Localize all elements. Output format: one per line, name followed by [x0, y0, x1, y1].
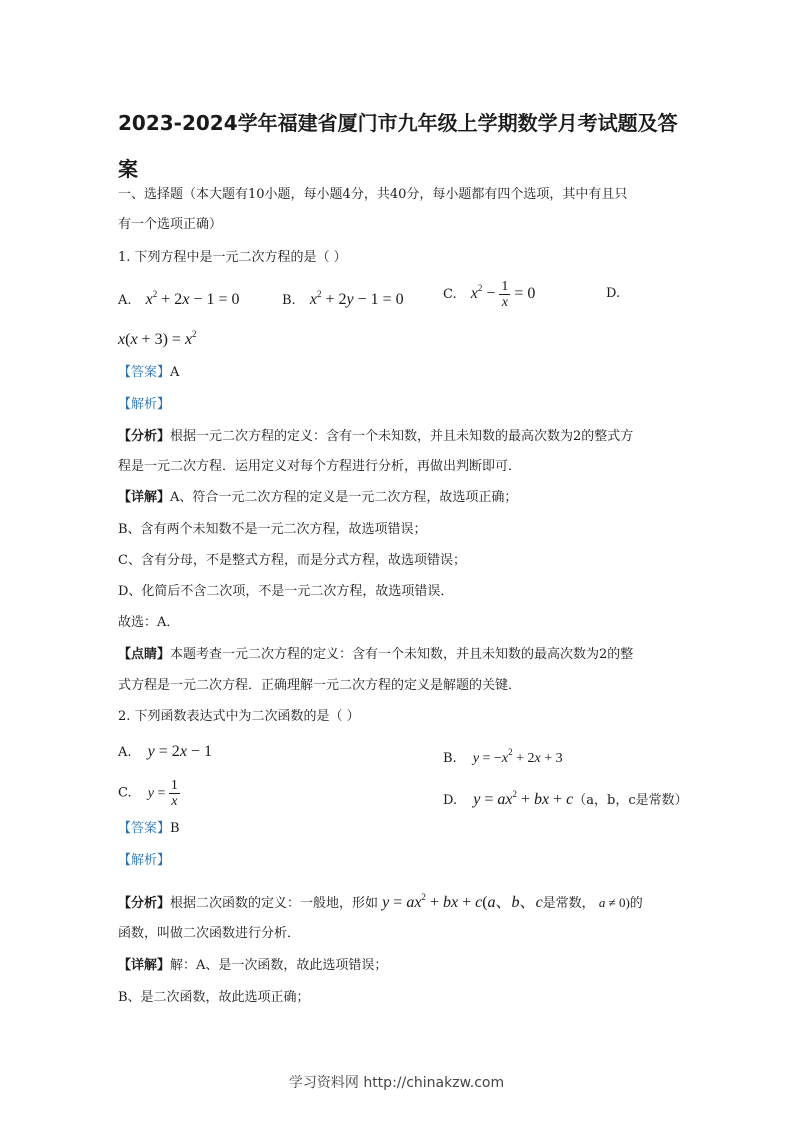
- q2-option-c-label: C.: [118, 785, 132, 801]
- q1-analysis-tag: 【解析】: [118, 397, 171, 412]
- q2-answer-value: B: [170, 821, 180, 836]
- q2-fenxi-text-1a: 根据二次函数的定义：一般地，形如: [170, 896, 379, 911]
- q2-option-a-formula: y = 2x − 1: [147, 743, 212, 760]
- q2-option-c: [118, 778, 180, 809]
- q2-option-d-note: （a，b，c是常数）: [573, 793, 688, 808]
- q1-option-a-label: A.: [118, 293, 132, 308]
- q2-option-d-label: D.: [443, 793, 458, 808]
- q1-answer-tag: 【答案】: [118, 365, 171, 380]
- q1-option-d-formula: $x(x + 3) = x^2$: [118, 329, 197, 348]
- section-heading-line-1: 一、选择题（本大题有10小题，每小题4分，共40分，每小题都有四个选项，其中有且只: [118, 187, 628, 202]
- footer-watermark: 学习资料网 http://chinakzw.com: [288, 1075, 505, 1091]
- q2-analysis-tag: 【解析】: [118, 853, 171, 868]
- q1-fenxi-tag: 【分析】: [118, 429, 171, 444]
- q1-option-d: D.: [606, 286, 621, 301]
- q1-fenxi-line-1: [118, 428, 633, 446]
- q1-choice: 故选：A．: [118, 615, 180, 630]
- q1-option-c-formula: $x^2$ − $\frac{1}{x}$ = 0: [470, 278, 536, 310]
- q2-xiangjie-line-2: B、是二次函数，故此选项正确；: [118, 990, 310, 1005]
- q2-answer-tag: 【答案】: [118, 821, 171, 836]
- q1-xiangjie-line-2: B、含有两个未知数不是一元二次方程，故选项错误；: [118, 522, 427, 537]
- q1-xiangjie-tag: 【详解】: [118, 490, 171, 505]
- q1-xiangjie-text-1: A、符合一元二次方程的定义是一元二次方程，故选项正确；: [170, 490, 518, 505]
- q1-option-c: [443, 278, 535, 310]
- q1-option-b: [282, 284, 404, 311]
- q2-option-b: [443, 742, 563, 769]
- q2-option-d: [443, 784, 688, 811]
- q1-dianjing-line-1: [118, 646, 633, 664]
- q1-option-c-label: C.: [443, 287, 457, 302]
- q1-option-b-formula: $x^2 + 2y - 1 = 0$: [309, 289, 404, 308]
- q1-option-b-label: B.: [282, 293, 296, 308]
- q2-xiangjie-text-1: 解：A、是一次函数，故此选项错误；: [170, 958, 388, 973]
- q1-answer: [118, 364, 179, 382]
- q2-fenxi-text-1c: 的: [629, 896, 643, 911]
- q1-xiangjie-line-3: C、含有分母，不是整式方程，而是分式方程，故选项错误；: [118, 553, 466, 568]
- q1-stem: 1. 下列方程中是一元二次方程的是（ ）: [118, 250, 347, 265]
- q2-stem: 2. 下列函数表达式中为二次函数的是（ ）: [118, 709, 360, 724]
- section-heading-line-2: 有一个选项正确）: [118, 217, 223, 232]
- q2-fenxi-line-1: [118, 888, 643, 913]
- q2-option-a: [118, 742, 212, 763]
- q1-xiangjie-line-4: D、化简后不含二次项，不是一元二次方程，故选项错误．: [118, 584, 454, 599]
- q2-option-a-label: A.: [118, 745, 132, 760]
- q1-fenxi-line-2: 程是一元二次方程．运用定义对每个方程进行分析，再做出判断即可．: [118, 459, 522, 474]
- q1-option-a: [118, 284, 239, 311]
- q2-fenxi-line-2: 函数，叫做二次函数进行分析．: [118, 926, 301, 941]
- q1-dianjing-tag: 【点睛】: [118, 647, 171, 662]
- q1-xiangjie-line-1: [118, 489, 517, 507]
- q2-fenxi-formula: $y = ax^2$ + bx + c(a、b、c: [382, 892, 543, 911]
- q2-fenxi-tag: 【分析】: [118, 896, 171, 911]
- q2-option-d-formula: $y = ax^2$ + bx + c: [473, 789, 574, 808]
- document-title: 2023-2024学年福建省厦门市九年级上学期数学月考试题及答案: [118, 111, 678, 181]
- q2-option-c-formula: y = $\frac{1}{x}$: [147, 778, 178, 809]
- q2-fenxi-condition: a ≠ 0): [598, 895, 630, 910]
- q2-xiangjie-tag: 【详解】: [118, 958, 171, 973]
- q2-answer: [118, 820, 180, 838]
- q1-fenxi-text-1: 根据一元二次方程的定义：含有一个未知数，并且未知数的最高次数为2的整式方: [170, 429, 634, 444]
- q2-fenxi-text-1b: 是常数，: [542, 896, 595, 911]
- q1-dianjing-line-2: 式方程是一元二次方程．正确理解一元二次方程的定义是解题的关键．: [118, 678, 522, 693]
- q2-option-b-formula: $y = -x^2 + 2x + 3$: [472, 747, 563, 766]
- q2-xiangjie-line-1: [118, 957, 387, 975]
- q1-option-a-formula: $x^2 + 2x - 1 = 0$: [145, 289, 240, 308]
- q1-answer-value: A: [170, 365, 180, 380]
- q1-dianjing-text-1: 本题考查一元二次方程的定义：含有一个未知数，并且未知数的最高次数为2的整: [170, 647, 634, 662]
- q2-option-b-label: B.: [443, 751, 457, 766]
